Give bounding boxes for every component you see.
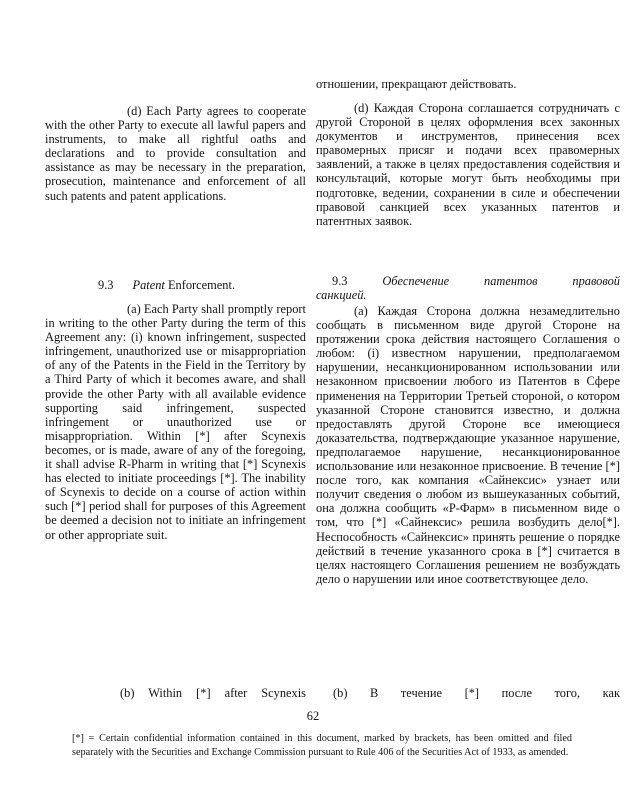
left-section-heading: [45, 278, 306, 292]
right-paragraph-a: (a) Каждая Сторона должна незамедлительно сообщать в письменном виде другой Стороне на протяжении срока действия настоящего Соглашения о любом: (i) известном нарушении, предполагаемом нарушении, несанкционированном использовании или незаконном присвоении любого из Патентов в Сфере применения на Территории Третьей стороной, о котором указанной Стороне становится известно, и должна предоставлять другой Стороне все имеющиеся доказательства, подтверждающие указанное нарушение, предполагаемое нарушение, несанкционированное использование или незаконное присвоение. В течение [*] после того, как компания «Сайнексис» узнает или получит сведения о любом из вышеуказанных событий, она должна сообщить «Р-Фарм» в письменном виде о том, что [*] «Сайнексис» решила возбудить дело[*]. Неспособность «Сайнексис» принять решение о порядке действий в течение указанного срока в [*] считается в целях настоящего Соглашения решением не возбуждать дело о нарушении или иное соответствующее дело.: [316, 304, 620, 586]
right-section-heading-line2: [316, 288, 620, 302]
right-section-heading-line1: [316, 274, 620, 288]
left-section-title-italic: Patent: [132, 278, 165, 292]
page-number: 62: [306, 709, 320, 723]
right-section-heading: [316, 274, 620, 302]
left-section-title-rest: Enforcement.: [164, 278, 236, 292]
right-section-title-line1: Обеспечение патентов правовой: [382, 274, 620, 288]
left-paragraph-b-first-line: (b) Within [*] after Scynexis: [120, 686, 306, 700]
left-section-number: 9.3: [98, 278, 114, 292]
right-section-title-line2: санкцией.: [316, 288, 367, 303]
right-paragraph-b-first-line: (b) В течение [*] после того, как: [333, 686, 620, 700]
left-paragraph-d: (d) Each Party agrees to cooperate with the other Party to execute all lawful papers and instruments, to make all rightful oaths and declarations and to provide consultation and assistance as may be necessary in the preparation, prosecution, maintenance and enforcement of all such patents and patent applications.: [45, 104, 306, 203]
right-paragraph-d: (d) Каждая Сторона соглашается сотрудничать с другой Стороной в целях оформления всех законных документов и инструментов, принесения всех правомерных присяг и подачи всех правомерных заявлений, а также в целях предоставления содействия и консультаций, которые могут быть необходимы при подготовке, ведении, сохранении в силе и обеспечении правовой санкцией всех указанных патентов и патентных заявок.: [316, 101, 620, 228]
confidentiality-footnote: [*] = Certain confidential information contained in this document, marked by brackets, has been omitted and filed separately with the Securities and Exchange Commission pursuant to Rule 406 of the Securities Act of 1933, as amended.: [72, 733, 572, 758]
right-section-number: 9.3: [332, 274, 348, 288]
left-paragraph-a: (a) Each Party shall promptly report in writing to the other Party during the term of this Agreement any: (i) known infringement, suspected infringement, unauthorized use or misappropriation of any of the Patents in the Field in the Territory by a Third Party of which it becomes aware, and shall provide the other Party with all available evidence supporting said infringement, suspected infringement or unauthorized use or misappropriation. Within [*] after Scynexis becomes, or is made, aware of any of the foregoing, it shall advise R-Pharm in writing that [*] Scynexis has elected to initiate proceedings [*]. The inability of Scynexis to decide on a course of action within such [*] period shall for purposes of this Agreement be deemed a decision not to initiate an infringement or other appropriate suit.: [45, 302, 306, 542]
right-column-opening-line: отношении, прекращают действовать.: [316, 77, 517, 91]
